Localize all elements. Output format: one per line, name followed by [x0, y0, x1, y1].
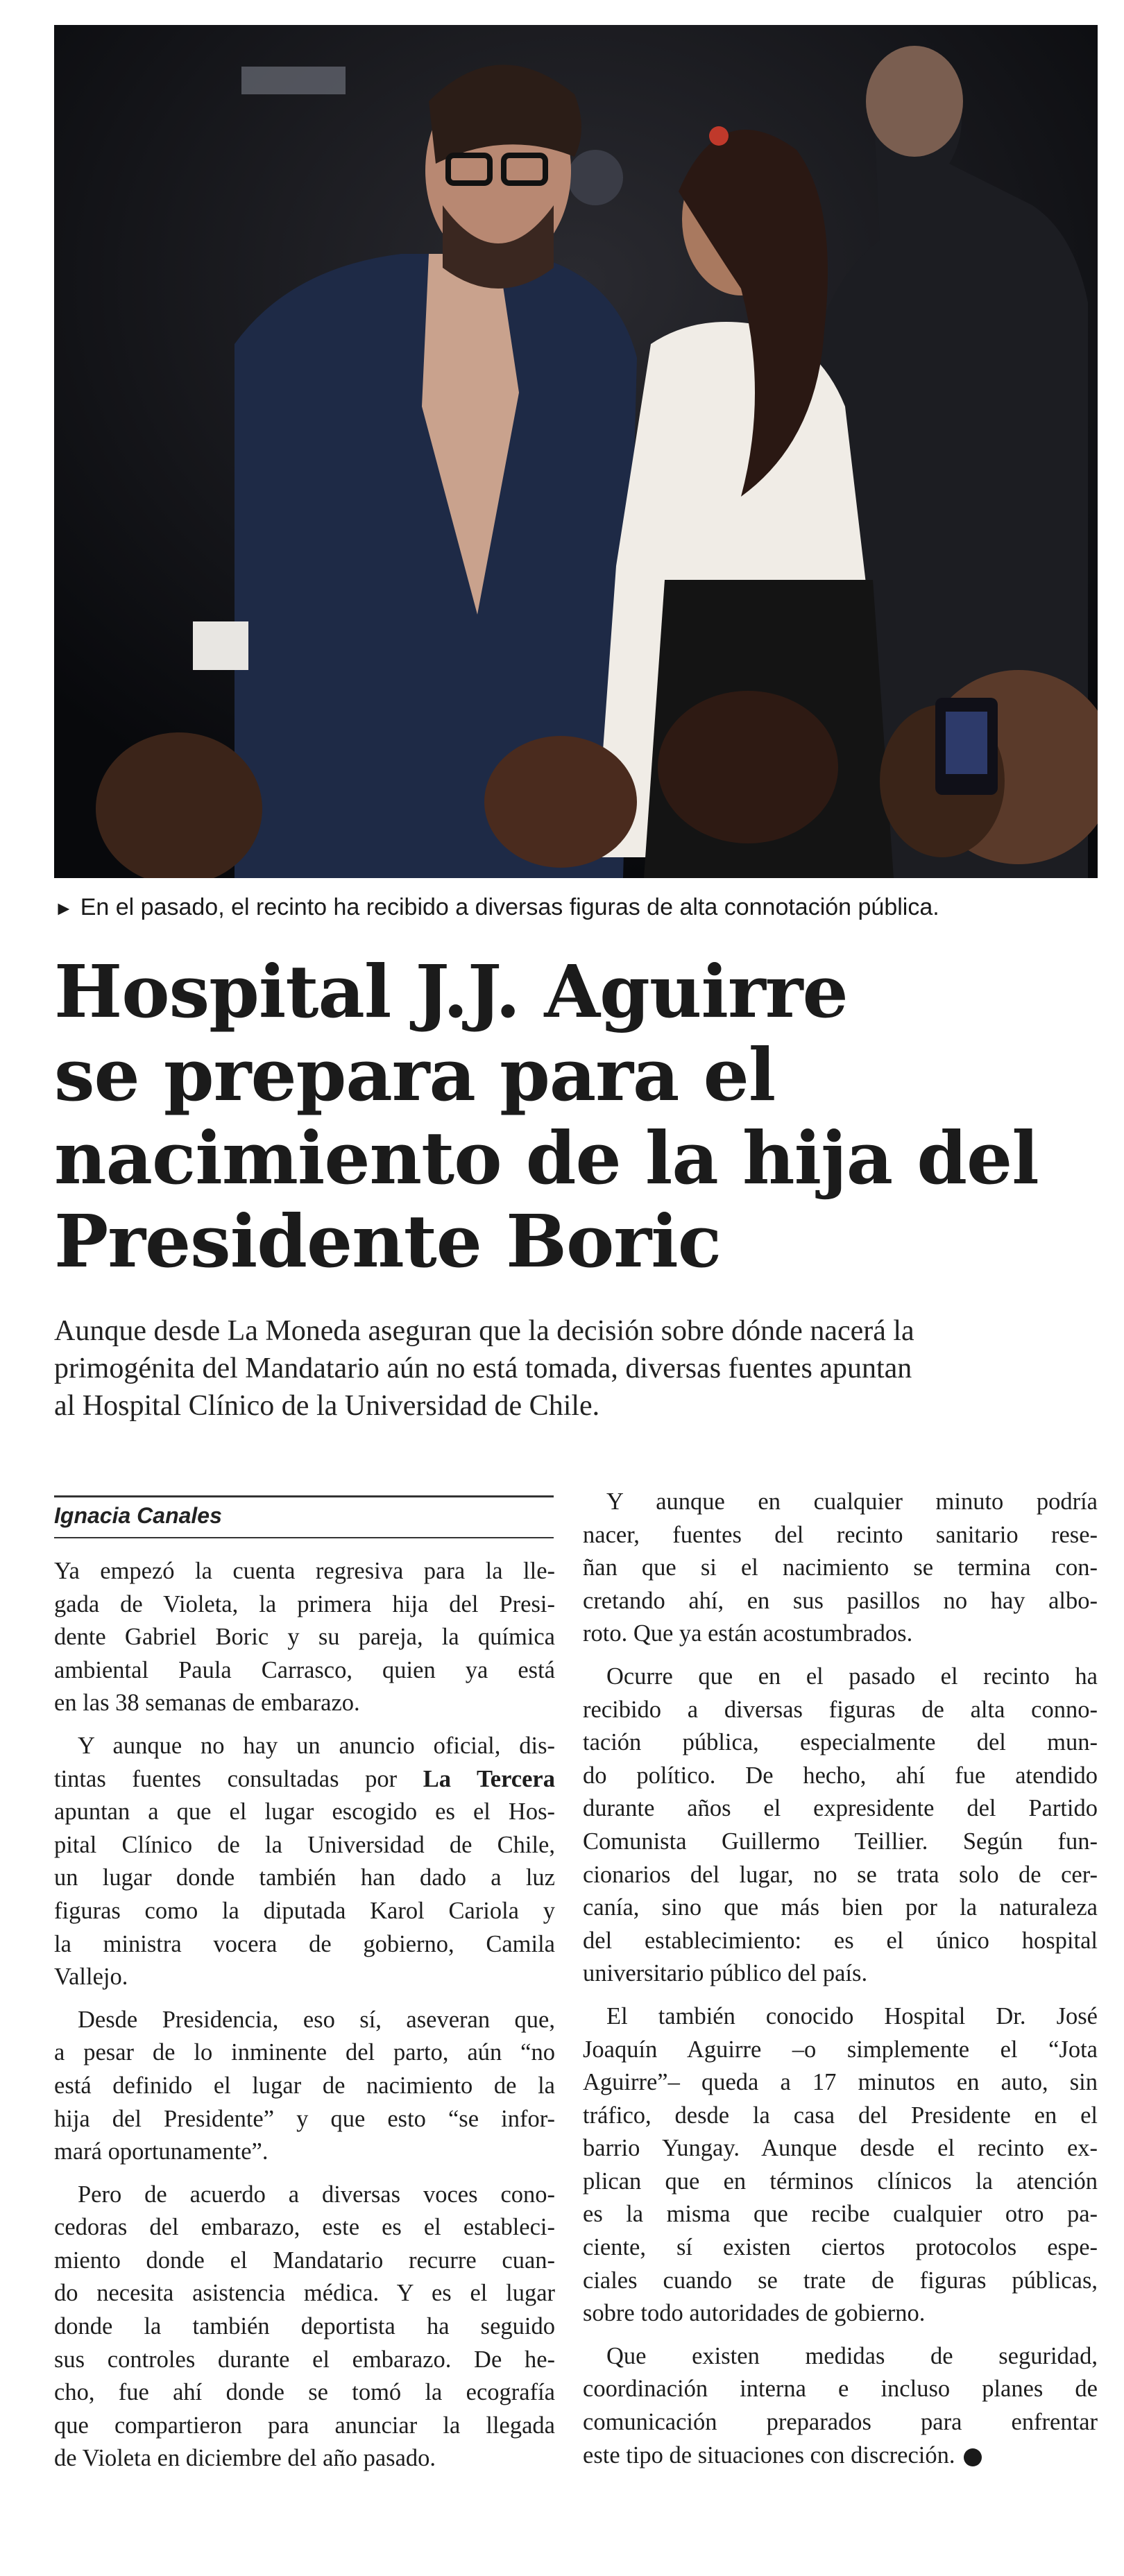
text-line: hija del Presidente” y que esto “se infor- [54, 2105, 555, 2132]
text-line: Pero de acuerdo a diversas voces cono- [78, 2181, 555, 2208]
photo-of-two-people-icon [54, 25, 1098, 878]
text-line: ambiental Paula Carrasco, quien ya está [54, 1656, 555, 1683]
paragraph [54, 2179, 555, 2475]
text-line: recibido a diversas figuras de alta conno- [583, 1696, 1098, 1723]
body-column-left [54, 1555, 555, 2475]
deck-line: primogénita del Mandatario aún no está tomada, diversas fuentes apuntan [54, 1353, 912, 1384]
text-line: gada de Violeta, la primera hija del Presi- [54, 1590, 555, 1617]
text-line: la ministra vocera de gobierno, Camila [54, 1930, 555, 1957]
text-line: pital Clínico de la Universidad de Chile, [54, 1831, 555, 1858]
text-line: durante años el expresidente del Partido [583, 1795, 1098, 1822]
paragraph [583, 1486, 1098, 1651]
byline: Ignacia Canales [54, 1495, 554, 1538]
text-line: en las 38 semanas de embarazo. [54, 1690, 360, 1717]
text-line: Aguirre”– queda a 17 minutos en auto, sin [583, 2069, 1098, 2096]
text-line: cionarios del lugar, no se trata solo de cer- [583, 1861, 1098, 1888]
text-line: Vallejo. [54, 1964, 128, 1991]
text-line: que compartieron para anunciar la llegada [54, 2412, 555, 2439]
text-line: un lugar donde también han dado a luz [54, 1864, 555, 1891]
text-line: ñan que si el nacimiento se termina con- [583, 1554, 1098, 1581]
photo-caption [54, 891, 1098, 925]
paragraph [583, 1660, 1098, 1991]
text-line [54, 1763, 555, 1796]
text-fragment: tintas fuentes consultadas por [54, 1765, 423, 1792]
text-fragment: este tipo de situaciones con discreción. [583, 2441, 955, 2468]
text-line: ciente, sí existen ciertos protocolos espe- [583, 2234, 1098, 2261]
text-line: Comunista Guillermo Teillier. Según fun- [583, 1828, 1098, 1855]
headline-line: se prepara para el [54, 1032, 776, 1117]
paragraph [54, 1555, 555, 1720]
text-line: de Violeta en diciembre del año pasado. [54, 2445, 436, 2472]
text-line: roto. Que ya están acostumbrados. [583, 1620, 913, 1647]
text-line: Que existen medidas de seguridad, [606, 2342, 1098, 2369]
text-line [583, 2439, 1098, 2473]
text-line: Ocurre que en el pasado el recinto ha [606, 1663, 1098, 1690]
text-line: Joaquín Aguirre –o simplemente el “Jota [583, 2036, 1098, 2063]
text-line: mará oportunamente”. [54, 2138, 269, 2165]
text-line: barrio Yungay. Aunque desde el recinto ex- [583, 2135, 1098, 2162]
text-line: a pesar de lo inminente del parto, aún “no [54, 2039, 555, 2066]
text-line: cedoras del embarazo, este es el estableci- [54, 2214, 555, 2241]
headline-line: nacimiento de la hija del [54, 1115, 1039, 1201]
headline-line: Hospital J.J. Aguirre [54, 949, 848, 1034]
text-line: dente Gabriel Boric y su pareja, la química [54, 1624, 555, 1651]
text-line: universitario público del país. [583, 1960, 868, 1987]
text-line: Y aunque en cualquier minuto podría [606, 1488, 1098, 1515]
paragraph [583, 2000, 1098, 2330]
article-photo [54, 25, 1098, 878]
text-line: coordinación interna e incluso planes de [583, 2376, 1098, 2403]
text-line: donde la también deportista ha seguido [54, 2313, 555, 2340]
end-of-article-dot-icon [964, 2448, 982, 2466]
text-line: apuntan a que el lugar escogido es el Hos- [54, 1798, 555, 1826]
text-line: canía, sino que más bien por la naturaleza [583, 1894, 1098, 1921]
caption-marker-icon: ► [54, 898, 74, 919]
text-line: cho, fue ahí donde se tomó la ecografía [54, 2379, 555, 2406]
text-line: cretando ahí, en sus pasillos no hay albo- [583, 1587, 1098, 1614]
body-column-right [583, 1486, 1098, 2472]
text-line: sus controles durante el embarazo. De he- [54, 2346, 555, 2373]
text-line: Desde Presidencia, eso sí, aseveran que, [78, 2006, 555, 2033]
text-line: sobre todo autoridades de gobierno. [583, 2300, 926, 2327]
text-line: comunicación preparados para enfrentar [583, 2409, 1098, 2436]
text-line: Y aunque no hay un anuncio oficial, dis- [78, 1732, 555, 1759]
newspaper-name: La Tercera [423, 1765, 555, 1792]
text-line: está definido el lugar de nacimiento de la [54, 2072, 555, 2099]
caption-text: En el pasado, el recinto ha recibido a diversas figuras de alta connotación pública. [80, 894, 939, 920]
text-line: del establecimiento: es el único hospital [583, 1927, 1098, 1954]
text-line: figuras como la diputada Karol Cariola y [54, 1897, 555, 1924]
text-line: miento donde el Mandatario recurre cuan- [54, 2247, 555, 2274]
text-line: Ya empezó la cuenta regresiva para la lle- [54, 1558, 555, 1584]
headline-line: Presidente Boric [54, 1199, 722, 1284]
deck-line: Aunque desde La Moneda aseguran que la decisión sobre dónde nacerá la [54, 1315, 914, 1347]
text-line: El también conocido Hospital Dr. José [606, 2002, 1098, 2029]
paragraph [54, 2004, 555, 2169]
headline [54, 950, 1102, 1283]
paragraph [54, 1730, 555, 1994]
deck-line: al Hospital Clínico de la Universidad de Chile. [54, 1390, 600, 1422]
text-line: plican que en términos clínicos la atención [583, 2167, 1098, 2195]
text-line: do necesita asistencia médica. Y es el lugar [54, 2280, 555, 2307]
text-line: tación pública, especialmente del mun- [583, 1729, 1098, 1756]
text-line: do político. De hecho, ahí fue atendido [583, 1762, 1098, 1789]
article-deck [54, 1312, 1102, 1425]
text-line: es la misma que recibe cualquier otro pa- [583, 2201, 1098, 2228]
text-line: nacer, fuentes del recinto sanitario rese- [583, 1521, 1098, 1548]
paragraph [583, 2340, 1098, 2472]
text-line: ciales cuando se trate de figuras públicas, [583, 2267, 1098, 2294]
text-line: tráfico, desde la casa del Presidente en el [583, 2102, 1098, 2129]
